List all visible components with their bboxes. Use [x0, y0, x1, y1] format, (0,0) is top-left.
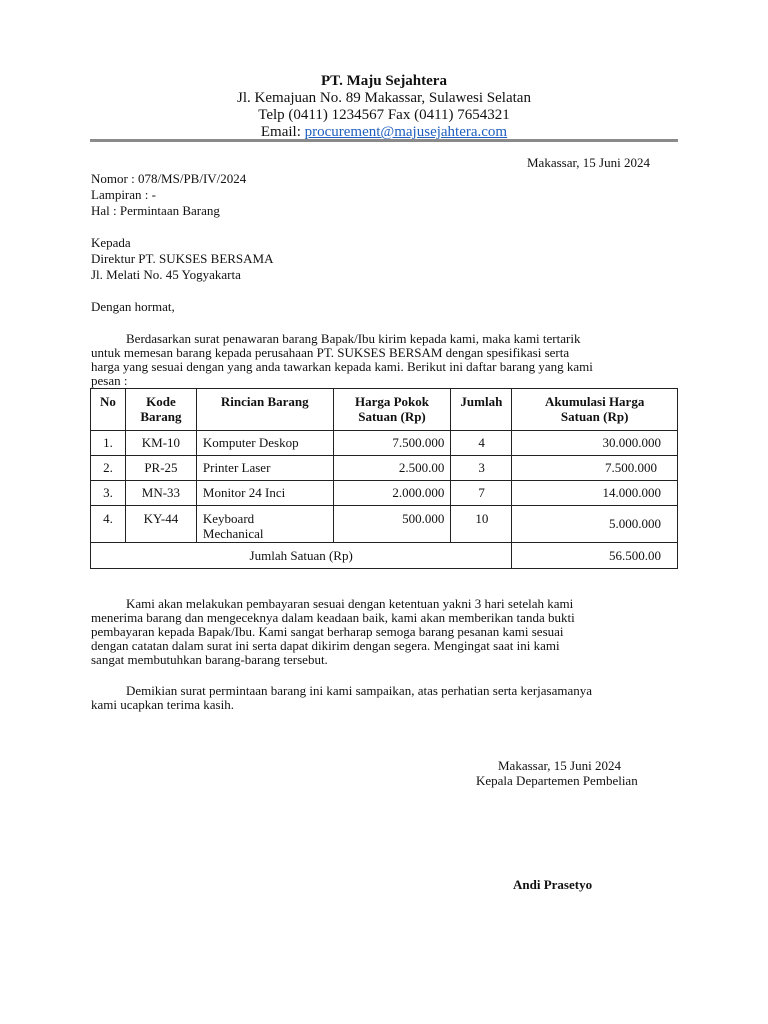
company-phone: Telp (0411) 1234567 Fax (0411) 7654321 [258, 107, 510, 123]
cell-no: 4. [91, 506, 126, 543]
cell-harga: 7.500.000 [333, 431, 451, 456]
col-header-kode-line1: Kode [146, 394, 176, 409]
cell-harga: 2.000.000 [333, 481, 451, 506]
cell-rincian: Komputer Deskop [196, 431, 333, 456]
para3-line2: kami ucapkan terima kasih. [91, 697, 234, 712]
paragraph-intro [91, 332, 673, 388]
col-header-harga [333, 389, 451, 431]
col-header-akumulasi-line1: Akumulasi Harga [545, 394, 645, 409]
table-row [91, 456, 678, 481]
cell-jumlah: 3 [451, 456, 512, 481]
col-header-kode [125, 389, 196, 431]
letterhead [0, 72, 768, 141]
para1-line2: untuk memesan barang kepada perusahaan PT. SUKSES BERSAM dengan spesifikasi serta [91, 345, 570, 360]
para3-line1: Demikian surat permintaan barang ini kami sampaikan, atas perhatian serta kerjasamanya [126, 683, 593, 698]
letter-number: Nomor : 078/MS/PB/IV/2024 [91, 171, 247, 186]
greeting: Dengan hormat, [91, 299, 175, 314]
table-row [91, 431, 678, 456]
col-header-harga-line1: Harga Pokok [354, 394, 430, 409]
para2-line1: Kami akan melakukan pembayaran sesuai dengan ketentuan yakni 3 hari setelah kami [126, 596, 574, 611]
cell-rincian-line2: Mechanical [202, 526, 264, 541]
cell-harga: 2.500.00 [333, 456, 451, 481]
letter-date: Makassar, 15 Juni 2024 [527, 155, 650, 170]
paragraph-closing [91, 684, 673, 712]
recipient-name: Direktur PT. SUKSES BERSAMA [91, 251, 274, 266]
table-total-row [91, 543, 678, 569]
table-header-row [91, 389, 678, 431]
para1-line4: pesan : [91, 373, 128, 388]
table-row [91, 506, 678, 543]
closing-title: Kepala Departemen Pembelian [476, 773, 638, 788]
header-divider [90, 139, 678, 142]
company-address: Jl. Kemajuan No. 89 Makassar, Sulawesi Selatan [237, 90, 531, 106]
recipient-address: Jl. Melati No. 45 Yogyakarta [91, 267, 241, 282]
cell-jumlah: 10 [451, 506, 512, 543]
cell-akumulasi: 5.000.000 [512, 506, 678, 543]
cell-kode: PR-25 [125, 456, 196, 481]
cell-jumlah: 7 [451, 481, 512, 506]
cell-kode: KM-10 [125, 431, 196, 456]
paragraph-payment [91, 597, 673, 667]
table-row [91, 481, 678, 506]
para2-line2: menerima barang dan mengeceknya dalam keadaan baik, kami akan memberikan tanda bukti [91, 610, 575, 625]
cell-no: 3. [91, 481, 126, 506]
cell-harga: 500.000 [333, 506, 451, 543]
email-link[interactable]: procurement@majusejahtera.com [304, 124, 508, 140]
cell-rincian-line1: Keyboard [202, 511, 255, 526]
col-header-akumulasi [512, 389, 678, 431]
signer-name: Andi Prasetyo [513, 877, 593, 892]
email-label: Email: [260, 124, 305, 140]
letter-subject: Hal : Permintaan Barang [91, 203, 220, 218]
cell-no: 1. [91, 431, 126, 456]
cell-akumulasi: 14.000.000 [512, 481, 678, 506]
col-header-jumlah: Jumlah [451, 389, 512, 431]
para2-line3: pembayaran kepada Bapak/Ibu. Kami sangat berharap semoga barang pesanan kami sesuai [91, 624, 564, 639]
col-header-rincian: Rincian Barang [196, 389, 333, 431]
para1-line3: harga yang sesuai dengan yang anda tawarkan kepada kami. Berikut ini daftar barang yang kami [91, 359, 593, 374]
para2-line5: sangat membutuhkan barang-barang tersebut. [91, 652, 328, 667]
closing-date: Makassar, 15 Juni 2024 [498, 758, 621, 773]
cell-jumlah: 4 [451, 431, 512, 456]
letter-attachment: Lampiran : - [91, 187, 156, 202]
cell-akumulasi: 7.500.000 [512, 456, 678, 481]
col-header-akumulasi-line2: Satuan (Rp) [560, 409, 629, 424]
company-name: PT. Maju Sejahtera [321, 73, 447, 89]
cell-rincian: Printer Laser [196, 456, 333, 481]
total-label: Jumlah Satuan (Rp) [91, 543, 512, 569]
para2-line4: dengan catatan dalam surat ini serta dapat dikirim dengan segera. Mengingat saat ini kami [91, 638, 560, 653]
cell-rincian: Monitor 24 Inci [196, 481, 333, 506]
items-table [90, 388, 678, 569]
cell-akumulasi: 30.000.000 [512, 431, 678, 456]
total-value: 56.500.00 [512, 543, 678, 569]
cell-no: 2. [91, 456, 126, 481]
cell-rincian [196, 506, 333, 543]
para1-line1: Berdasarkan surat penawaran barang Bapak/Ibu kirim kepada kami, maka kami tertarik [126, 331, 581, 346]
cell-kode: KY-44 [125, 506, 196, 543]
cell-kode: MN-33 [125, 481, 196, 506]
recipient-kepada: Kepada [91, 235, 131, 250]
col-header-harga-line2: Satuan (Rp) [358, 409, 426, 424]
col-header-kode-line2: Barang [140, 409, 182, 424]
col-header-no: No [91, 389, 126, 431]
